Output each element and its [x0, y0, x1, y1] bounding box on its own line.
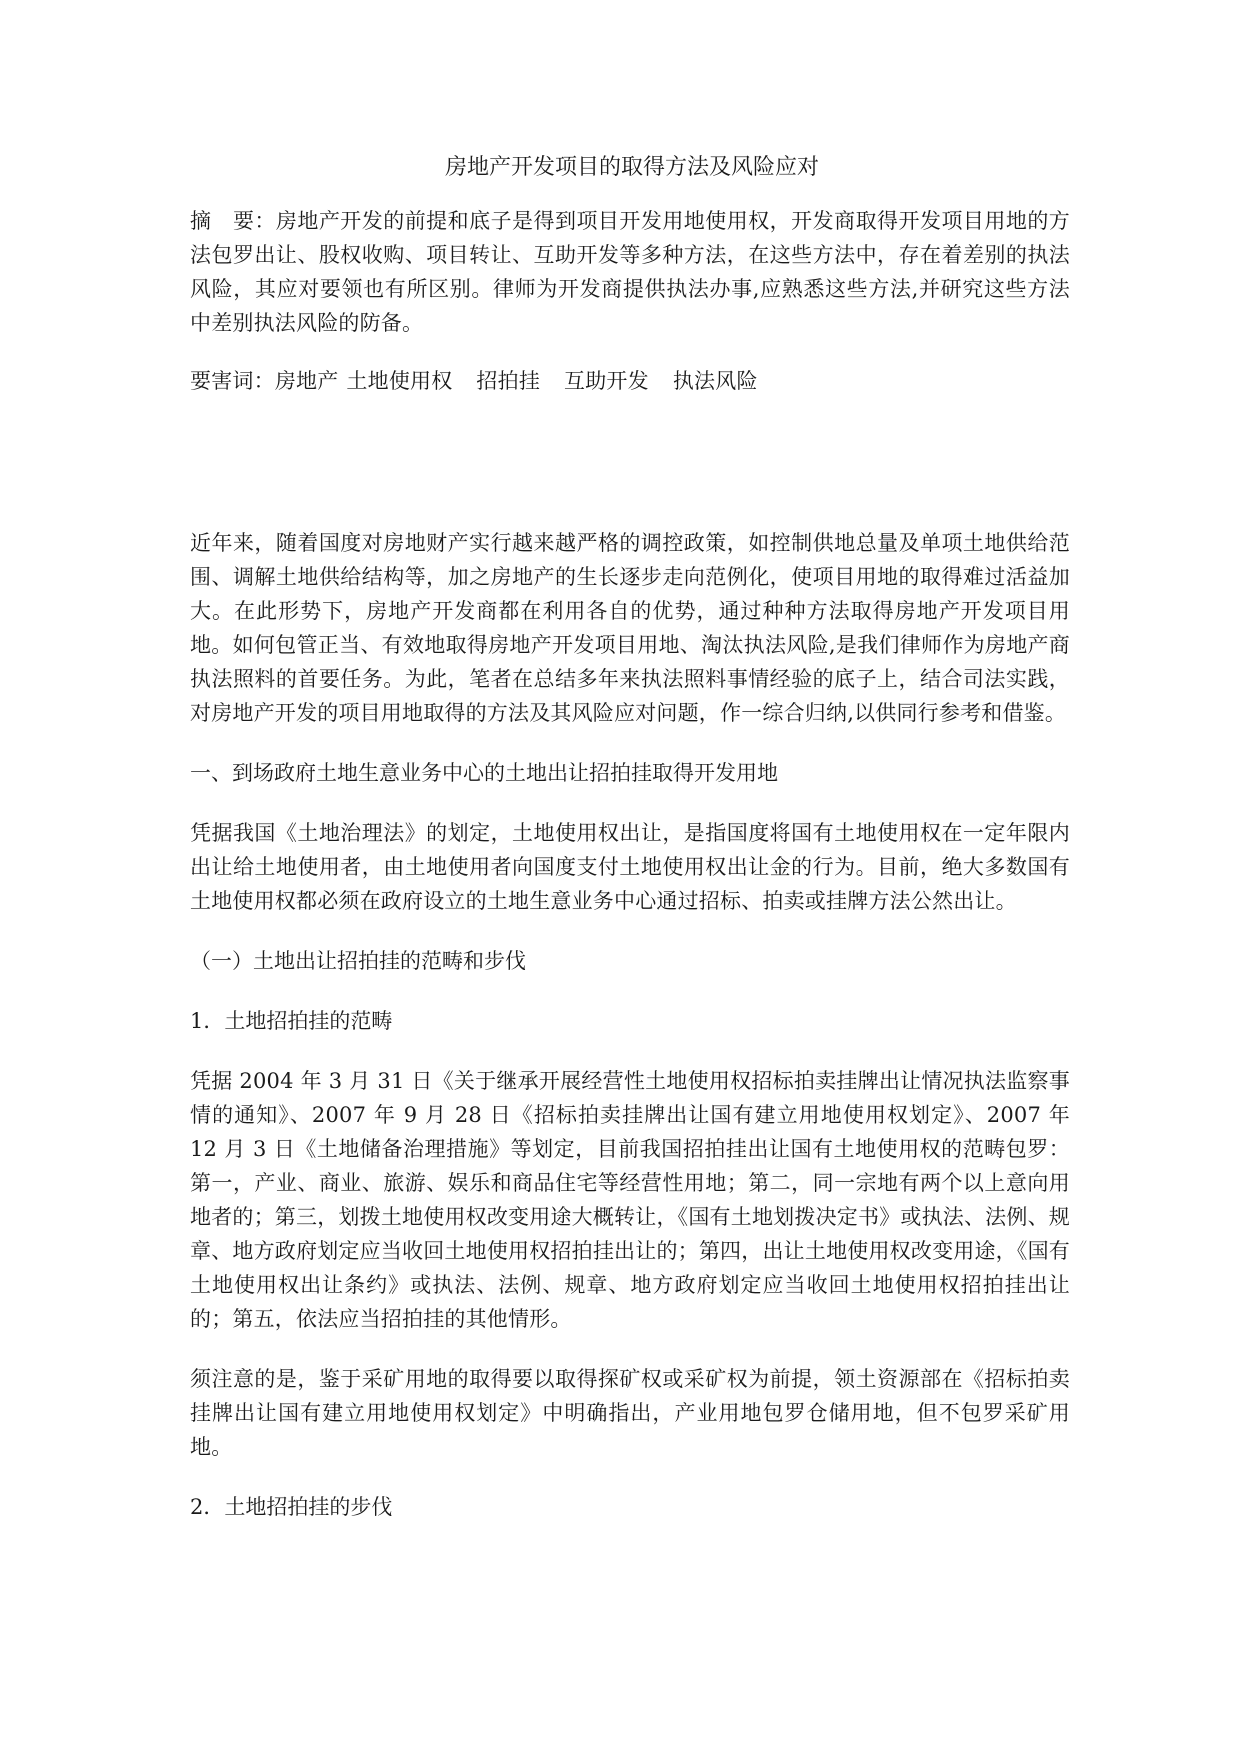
- document-body: [190, 150, 1070, 1524]
- spacer: [190, 790, 1070, 816]
- spacer: [190, 918, 1070, 944]
- section-heading: 一、到场政府土地生意业务中心的土地出让招拍挂取得开发用地: [190, 761, 778, 785]
- item-heading: 1．土地招拍挂的范畴: [190, 1009, 393, 1033]
- spacer: [190, 398, 1070, 526]
- keyword: 土地使用权: [346, 369, 453, 393]
- document-title: 房地产开发项目的取得方法及风险应对: [444, 155, 819, 180]
- spacer: [190, 730, 1070, 756]
- keywords-line: [190, 364, 1070, 398]
- body-paragraph: 须注意的是，鉴于采矿用地的取得要以取得探矿权或采矿权为前提，领土资源部在《招标拍卖挂牌出让国有建立用地使用权划定》中明确指出，产业用地包罗仓储用地，但不包罗采矿用地。: [190, 1367, 1070, 1459]
- keyword: 招拍挂: [476, 369, 541, 393]
- spacer: [190, 1464, 1070, 1490]
- keyword: 执法风险: [672, 369, 758, 393]
- body-paragraph: 凭据我国《土地治理法》的划定，土地使用权出让，是指国度将国有土地使用权在一定年限内出让给土地使用者，由土地使用者向国度支付土地使用权出让金的行为。目前，绝大多数国有土地使用权都必须在政府设立的土地生意业务中心通过招标、拍卖或挂牌方法公然出让。: [190, 821, 1070, 913]
- intro-paragraph: 近年来，随着国度对房地财产实行越来越严格的调控政策，如控制供地总量及单项土地供给范围、调解土地供给结构等，加之房地产的生长逐步走向范例化，使项目用地的取得难过活益加大。在此形势下，房地产开发商都在利用各自的优势，通过种种方法取得房地产开发项目用地。如何包管正当、有效地取得房地产开发项目用地、淘汰执法风险,是我们律师作为房地产商执法照料的首要任务。为此，笔者在总结多年来执法照料事情经验的底子上，结合司法实践，对房地产开发的项目用地取得的方法及其风险应对问题，作一综合归纳,以供同行参考和借鉴。: [190, 531, 1070, 725]
- subsection-heading: （一）土地出让招拍挂的范畴和步伐: [190, 949, 526, 973]
- keyword: 房地产: [274, 369, 339, 393]
- spacer: [190, 340, 1070, 364]
- item-heading: 2．土地招拍挂的步伐: [190, 1495, 393, 1519]
- keywords-label: 要害词：: [190, 369, 275, 393]
- body-paragraph: 凭据 2004 年 3 月 31 日《关于继承开展经营性土地使用权招标拍卖挂牌出让情况执法监察事情的通知》、2007 年 9 月 28 日《招标拍卖挂牌出让国有建立用地使用权划定》、2007 年 12 月 3 日《土地储备治理措施》等划定，目前我国招拍挂出让国有土地使用权的范畴包罗：第一，产业、商业、旅游、娱乐和商品住宅等经营性用地；第二，同一宗地有两个以上意向用地者的；第三，划拨土地使用权改变用途大概转让，《国有土地划拨决定书》或执法、法例、规章、地方政府划定应当收回土地使用权招拍挂出让的；第四，出让土地使用权改变用途，《国有土地使用权出让条约》或执法、法例、规章、地方政府划定应当收回土地使用权招拍挂出让的；第五，依法应当招拍挂的其他情形。: [190, 1069, 1070, 1331]
- spacer: [190, 1038, 1070, 1064]
- spacer: [190, 978, 1070, 1004]
- keyword: 互助开发: [564, 369, 649, 393]
- abstract-paragraph: 摘 要：房地产开发的前提和底子是得到项目开发用地使用权，开发商取得开发项目用地的方法包罗出让、股权收购、项目转让、互助开发等多种方法，在这些方法中，存在着差别的执法风险，其应对要领也有所区别。律师为开发商提供执法办事,应熟悉这些方法,并研究这些方法中差别执法风险的防备。: [190, 209, 1070, 335]
- spacer: [190, 1336, 1070, 1362]
